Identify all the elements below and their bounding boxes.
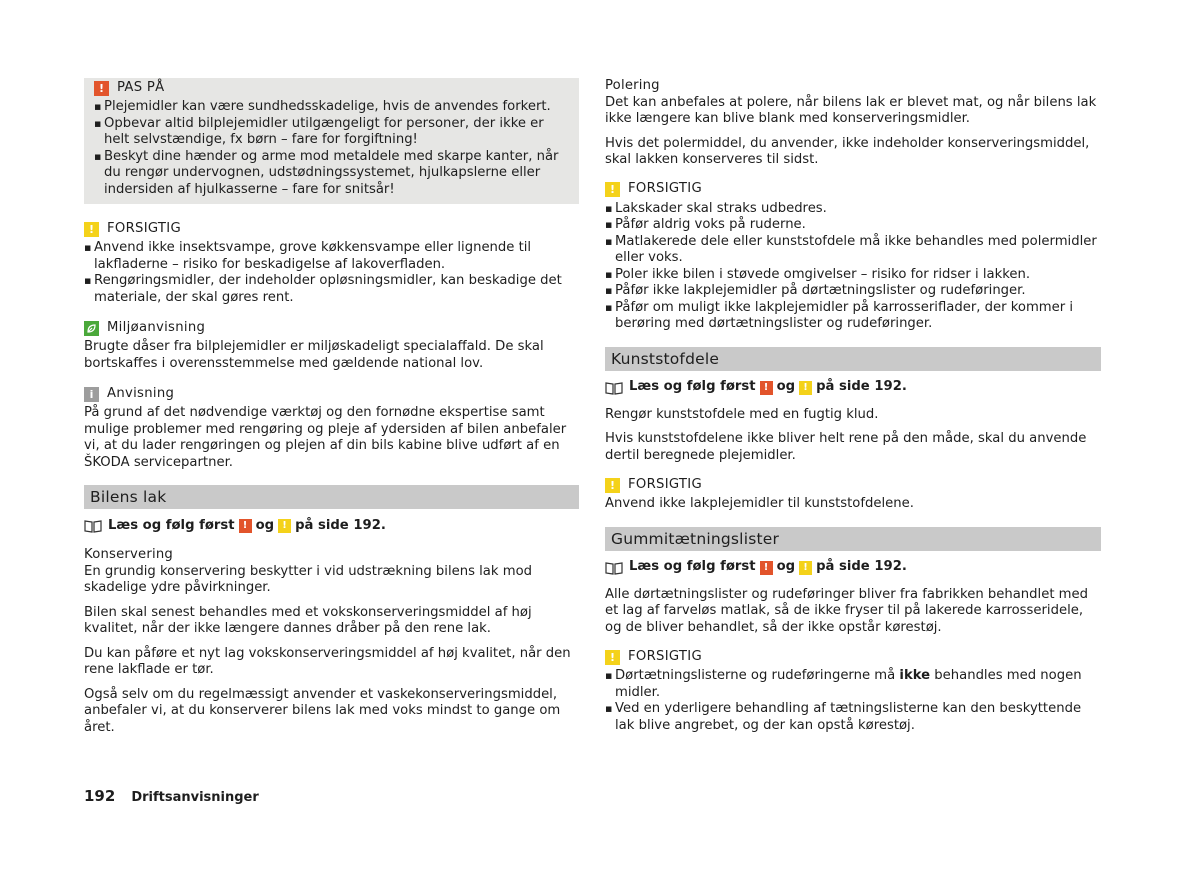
reference-line bbox=[605, 379, 1101, 397]
leaf-green-icon bbox=[84, 321, 99, 336]
reference-mid: og bbox=[776, 379, 796, 395]
caution-header bbox=[605, 476, 1101, 494]
caution-item: ▪ Lakskader skal straks udbedres. bbox=[605, 201, 1101, 218]
exclamation-red-icon: ! bbox=[94, 81, 109, 96]
caution-label: FORSIGTIG bbox=[628, 476, 703, 492]
reference-pre: Læs og følg først bbox=[108, 517, 235, 533]
paragraph: Også selv om du regelmæssigt anvender et vaskekonserveringsmiddel, anbefaler vi, at du konserverer bilens lak med voks mindst to gange om året. bbox=[84, 686, 561, 735]
caution-item: ▪ Ved en yderligere behandling af tætningslisterne kan den beskyttende lak blive angrebet, og der kan opstå kørestøj. bbox=[605, 701, 1101, 734]
open-book-icon bbox=[605, 381, 623, 395]
paragraph: Bilen skal senest behandles med et vokskonserveringsmiddel af høj kvalitet, når der ikke længere dannes dråber på den rene lak. bbox=[84, 604, 532, 636]
environment-notice bbox=[84, 319, 579, 372]
subhead-polering: Polering bbox=[605, 78, 660, 93]
caution-item: ▪ Rengøringsmidler, der indeholder opløsningsmidler, kan beskadige det materiale, der skal gøres rent. bbox=[84, 273, 579, 306]
exclamation-yellow-icon: ! bbox=[605, 182, 620, 197]
caution-label: FORSIGTIG bbox=[107, 220, 182, 236]
caution-item: ▪ Matlakerede dele eller kunststofdele må ikke behandles med polermidler eller voks. bbox=[605, 234, 1101, 267]
subhead-konservering: Konservering bbox=[84, 547, 173, 562]
exclamation-yellow-icon: ! bbox=[605, 650, 620, 665]
reference-pre: Læs og følg først bbox=[629, 379, 756, 395]
exclamation-yellow-icon: ! bbox=[84, 222, 99, 237]
section-title-kunststofdele: Kunststofdele bbox=[605, 347, 1101, 371]
caution-text: Anvend ikke lakplejemidler til kunststofdelene. bbox=[605, 496, 914, 511]
warning-item: ▪ Opbevar altid bilplejemidler utilgængeligt for personer, der ikke er helt selvstændige, fx børn – fare for forgiftning! bbox=[94, 116, 569, 149]
section-title-bilens-lak: Bilens lak bbox=[84, 485, 579, 509]
environment-text: Brugte dåser fra bilplejemidler er miljøskadeligt specialaffald. De skal bortskaffes i overensstemmelse med gældende national lov. bbox=[84, 339, 544, 371]
caution-item-pre: Dørtætningslisterne og rudeføringerne må bbox=[615, 668, 896, 683]
reference-post: på side 192. bbox=[816, 379, 907, 395]
footer-section: Driftsanvisninger bbox=[131, 790, 259, 805]
reference-line bbox=[605, 559, 1101, 577]
right-column bbox=[605, 78, 1101, 734]
exclamation-red-icon: ! bbox=[760, 561, 773, 575]
caution-item: ▪ Påfør ikke lakplejemidler på dørtætningslister og rudeføringer. bbox=[605, 283, 1101, 300]
note-header bbox=[84, 385, 579, 403]
caution-label: FORSIGTIG bbox=[628, 181, 703, 197]
environment-header bbox=[84, 319, 579, 337]
page-number: 192 bbox=[84, 787, 116, 805]
paragraph: Hvis det polermiddel, du anvender, ikke indeholder konserveringsmiddel, skal lakken konserveres til sidst. bbox=[605, 135, 1090, 167]
caution-label: FORSIGTIG bbox=[628, 648, 703, 664]
caution-item: ▪ Poler ikke bilen i støvede omgivelser – risiko for ridser i lakken. bbox=[605, 267, 1101, 284]
paragraph: Det kan anbefales at polere, når bilens lak er blevet mat, og når bilens lak ikke længere kan blive blank med konserveringsmidler. bbox=[605, 94, 1097, 126]
caution-item-emphasis: ikke bbox=[899, 668, 931, 683]
exclamation-yellow-icon: ! bbox=[799, 561, 812, 575]
exclamation-red-icon: ! bbox=[760, 381, 773, 395]
paragraph: Rengør kunststofdele med en fugtig klud. bbox=[605, 406, 879, 422]
warning-item: ▪ Plejemidler kan være sundhedsskadelige, hvis de anvendes forkert. bbox=[94, 99, 569, 116]
warning-item: ▪ Beskyt dine hænder og arme mod metaldele med skarpe kanter, når du rengør undervognen, udstødningssystemet, hjulkapslerne eller indersiden af hjulkasserne – fare for snitsår! bbox=[94, 149, 569, 199]
caution-item: ▪ Anvend ikke insektsvampe, grove køkkensvampe eller lignende til lakfladerne – risiko for beskadigelse af lakoverfladen. bbox=[84, 240, 579, 273]
exclamation-yellow-icon: ! bbox=[799, 381, 812, 395]
environment-label: Miljøanvisning bbox=[107, 319, 206, 335]
paragraph: En grundig konservering beskytter i vid udstrækning bilens lak mod skadelige ydre påvirkninger. bbox=[84, 563, 533, 595]
caution-item bbox=[605, 668, 1101, 701]
exclamation-red-icon: ! bbox=[239, 519, 252, 533]
caution-notice bbox=[84, 220, 579, 306]
caution-notice bbox=[605, 648, 1101, 734]
reference-pre: Læs og følg først bbox=[629, 559, 756, 575]
exclamation-yellow-icon: ! bbox=[605, 478, 620, 493]
page-footer bbox=[84, 788, 259, 807]
caution-header bbox=[605, 181, 1101, 199]
reference-mid: og bbox=[255, 517, 275, 533]
note-notice bbox=[84, 385, 579, 471]
reference-post: på side 192. bbox=[295, 517, 386, 533]
exclamation-yellow-icon: ! bbox=[278, 519, 291, 533]
note-label: Anvisning bbox=[107, 385, 175, 401]
info-grey-icon: i bbox=[84, 387, 99, 402]
paragraph: Du kan påføre et nyt lag vokskonserveringsmiddel af høj kvalitet, når den rene lakflade er tør. bbox=[84, 645, 571, 677]
caution-header bbox=[84, 220, 579, 238]
caution-item-post: behandles med nogen midler. bbox=[615, 668, 1082, 700]
paragraph: Alle dørtætningslister og rudeføringer bliver fra fabrikken behandlet med et lag af farveløs matlak, så de ikke fryser til på lakerede karrosseridele, og de bliver behandlet, så der ikke opstår kørestøj. bbox=[605, 586, 1089, 635]
left-column bbox=[84, 78, 579, 736]
note-text: På grund af det nødvendige værktøj og den fornødne ekspertise samt mulige problemer med rengøring og pleje af ydersiden af bilen anbefaler vi, at du lader rengøringen og plejen af din bils kabine blive udført af en ŠKODA servicepartner. bbox=[84, 405, 567, 470]
caution-header bbox=[605, 648, 1101, 666]
open-book-icon bbox=[84, 519, 102, 533]
caution-item: ▪ Påfør aldrig voks på ruderne. bbox=[605, 217, 1101, 234]
reference-mid: og bbox=[776, 559, 796, 575]
caution-notice bbox=[605, 181, 1101, 333]
section-title-gummitaetningslister: Gummitætningslister bbox=[605, 527, 1101, 551]
caution-item: ▪ Påfør om muligt ikke lakplejemidler på karrosseriflader, der kommer i berøring med dørtætningslister og rudeføringer. bbox=[605, 300, 1101, 333]
warning-header bbox=[94, 79, 569, 97]
reference-line bbox=[84, 517, 579, 535]
caution-notice bbox=[605, 476, 1101, 513]
reference-post: på side 192. bbox=[816, 559, 907, 575]
warning-label: PAS PÅ bbox=[117, 79, 165, 95]
open-book-icon bbox=[605, 561, 623, 575]
paragraph: Hvis kunststofdelene ikke bliver helt rene på den måde, skal du anvende dertil beregnede plejemidler. bbox=[605, 431, 1087, 463]
warning-box bbox=[84, 78, 579, 204]
